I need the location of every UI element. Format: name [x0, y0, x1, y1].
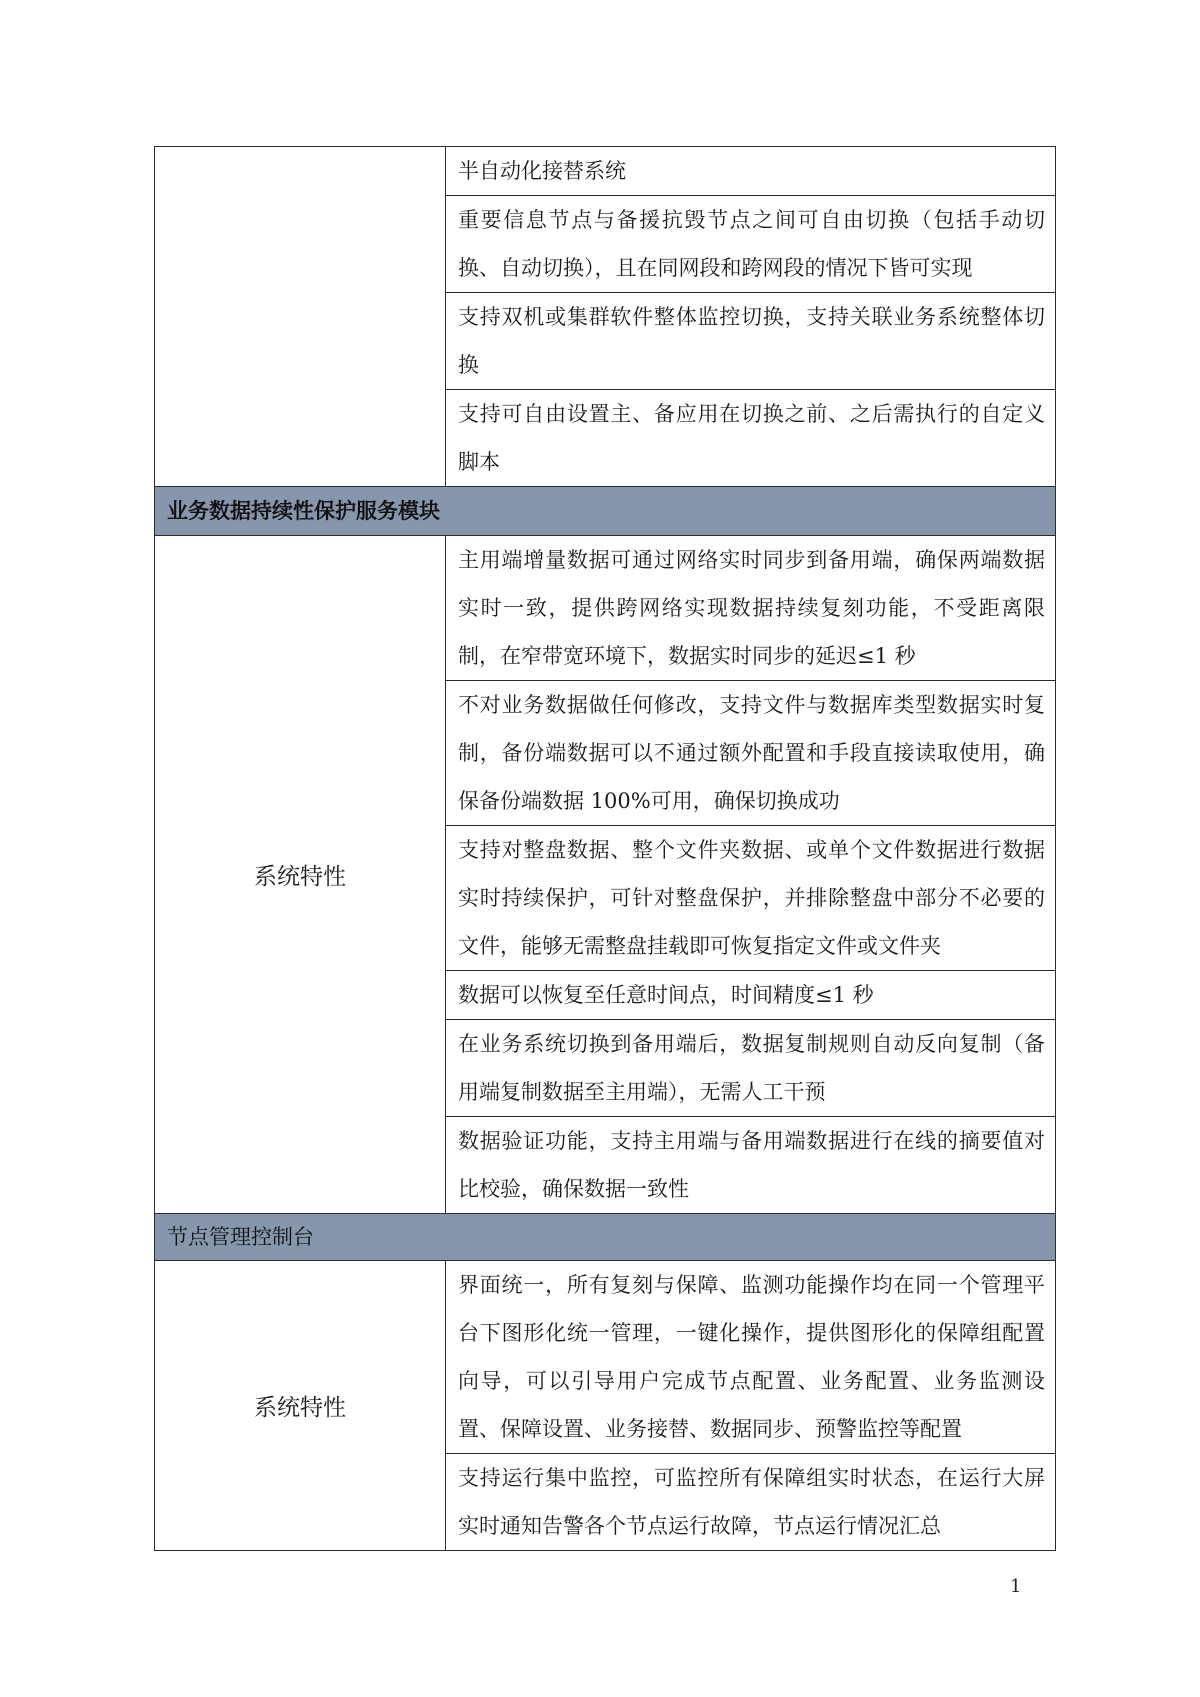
section-header-row [155, 487, 1056, 536]
table-row [155, 1261, 1056, 1454]
feature-description: 不对业务数据做任何修改，支持文件与数据库类型数据实时复制，备份端数据可以不通过额外配置和手段直接读取使用，确保备份端数据 100%可用，确保切换成功 [446, 681, 1056, 826]
feature-description: 重要信息节点与备援抗毁节点之间可自由切换（包括手动切换、自动切换），且在同网段和跨网段的情况下皆可实现 [446, 196, 1056, 293]
feature-label: 系统特性 [155, 536, 446, 1214]
table-row [155, 536, 1056, 681]
feature-description: 在业务系统切换到备用端后，数据复制规则自动反向复制（备用端复制数据至主用端），无需人工干预 [446, 1020, 1056, 1117]
feature-description: 主用端增量数据可通过网络实时同步到备用端，确保两端数据实时一致，提供跨网络实现数据持续复刻功能，不受距离限制，在窄带宽环境下，数据实时同步的延迟≤1 秒 [446, 536, 1056, 681]
feature-description: 支持对整盘数据、整个文件夹数据、或单个文件数据进行数据实时持续保护，可针对整盘保护，并排除整盘中部分不必要的文件，能够无需整盘挂载即可恢复指定文件或文件夹 [446, 826, 1056, 971]
feature-description: 支持运行集中监控，可监控所有保障组实时状态，在运行大屏实时通知告警各个节点运行故障，节点运行情况汇总 [446, 1454, 1056, 1551]
feature-description: 半自动化接替系统 [446, 147, 1056, 196]
feature-label: 系统特性 [155, 1261, 446, 1551]
feature-description: 数据验证功能，支持主用端与备用端数据进行在线的摘要值对比校验，确保数据一致性 [446, 1117, 1056, 1214]
spec-table [154, 146, 1056, 1551]
empty-label-cell [155, 147, 446, 487]
table-row [155, 147, 1056, 196]
feature-description: 支持可自由设置主、备应用在切换之前、之后需执行的自定义脚本 [446, 390, 1056, 487]
feature-description: 界面统一，所有复刻与保障、监测功能操作均在同一个管理平台下图形化统一管理，一键化操作，提供图形化的保障组配置向导，可以引导用户完成节点配置、业务配置、业务监测设置、保障设置、业务接替、数据同步、预警监控等配置 [446, 1261, 1056, 1454]
feature-description: 数据可以恢复至任意时间点，时间精度≤1 秒 [446, 971, 1056, 1020]
section-title: 业务数据持续性保护服务模块 [155, 487, 1056, 536]
section-header-row [155, 1214, 1056, 1261]
page-number: 1 [1010, 1576, 1022, 1597]
section-title: 节点管理控制台 [155, 1214, 1056, 1261]
feature-description: 支持双机或集群软件整体监控切换，支持关联业务系统整体切换 [446, 293, 1056, 390]
